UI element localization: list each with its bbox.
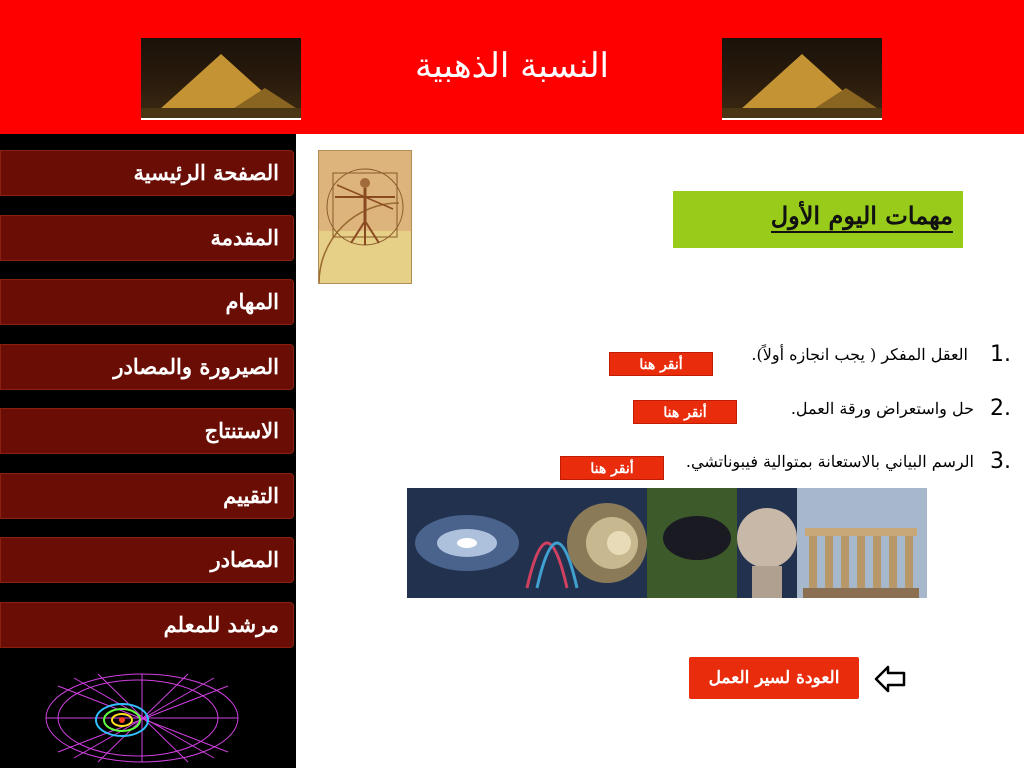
click-here-button[interactable]: أنقر هنا xyxy=(609,352,713,376)
task-title-box xyxy=(673,191,963,248)
task-number: 2. xyxy=(990,396,1011,421)
sidebar-item-tasks[interactable]: المهام xyxy=(0,279,294,325)
ground-strip xyxy=(141,108,301,118)
task-text: الرسم البياني بالاستعانة بمتوالية فيبوناتشي. xyxy=(685,452,974,471)
site-title: النسبة الذهبية xyxy=(414,46,610,86)
sidebar-item-process[interactable]: الصيرورة والمصادر xyxy=(0,344,294,390)
sidebar-item-sources[interactable]: المصادر xyxy=(0,537,294,583)
sidebar-item-teacher-guide[interactable]: مرشد للمعلم xyxy=(0,602,294,648)
pyramid-image-right xyxy=(722,38,882,120)
back-to-workflow-button[interactable]: العودة لسير العمل xyxy=(689,657,859,699)
vitruvian-man-image xyxy=(318,150,412,284)
sidebar-item-home[interactable]: الصفحة الرئيسية xyxy=(0,150,294,196)
page-title: مهمات اليوم الأول xyxy=(771,201,953,233)
back-arrow-icon[interactable] xyxy=(874,664,908,694)
task-number: 3. xyxy=(990,449,1011,474)
pyramid-shape-small xyxy=(812,88,880,110)
sidebar xyxy=(0,134,296,768)
sidebar-item-introduction[interactable]: المقدمة xyxy=(0,215,294,261)
task-text: حل واستعراض ورقة العمل. xyxy=(790,399,974,418)
click-here-button[interactable]: أنقر هنا xyxy=(560,456,664,480)
click-here-button[interactable]: أنقر هنا xyxy=(633,400,737,424)
pyramid-shape-small xyxy=(231,88,299,110)
task-number: 1. xyxy=(990,342,1011,367)
task-text: العقل المفكر ( يجب انجازه أولاً). xyxy=(751,345,968,364)
ground-strip xyxy=(722,108,882,118)
nature-collage-image xyxy=(407,488,927,598)
sidebar-item-evaluation[interactable]: التقييم xyxy=(0,473,294,519)
pyramid-image-left xyxy=(141,38,301,120)
header-bar xyxy=(0,0,1024,134)
sidebar-item-conclusion[interactable]: الاستنتاج xyxy=(0,408,294,454)
fibonacci-spiral-image xyxy=(38,666,246,770)
